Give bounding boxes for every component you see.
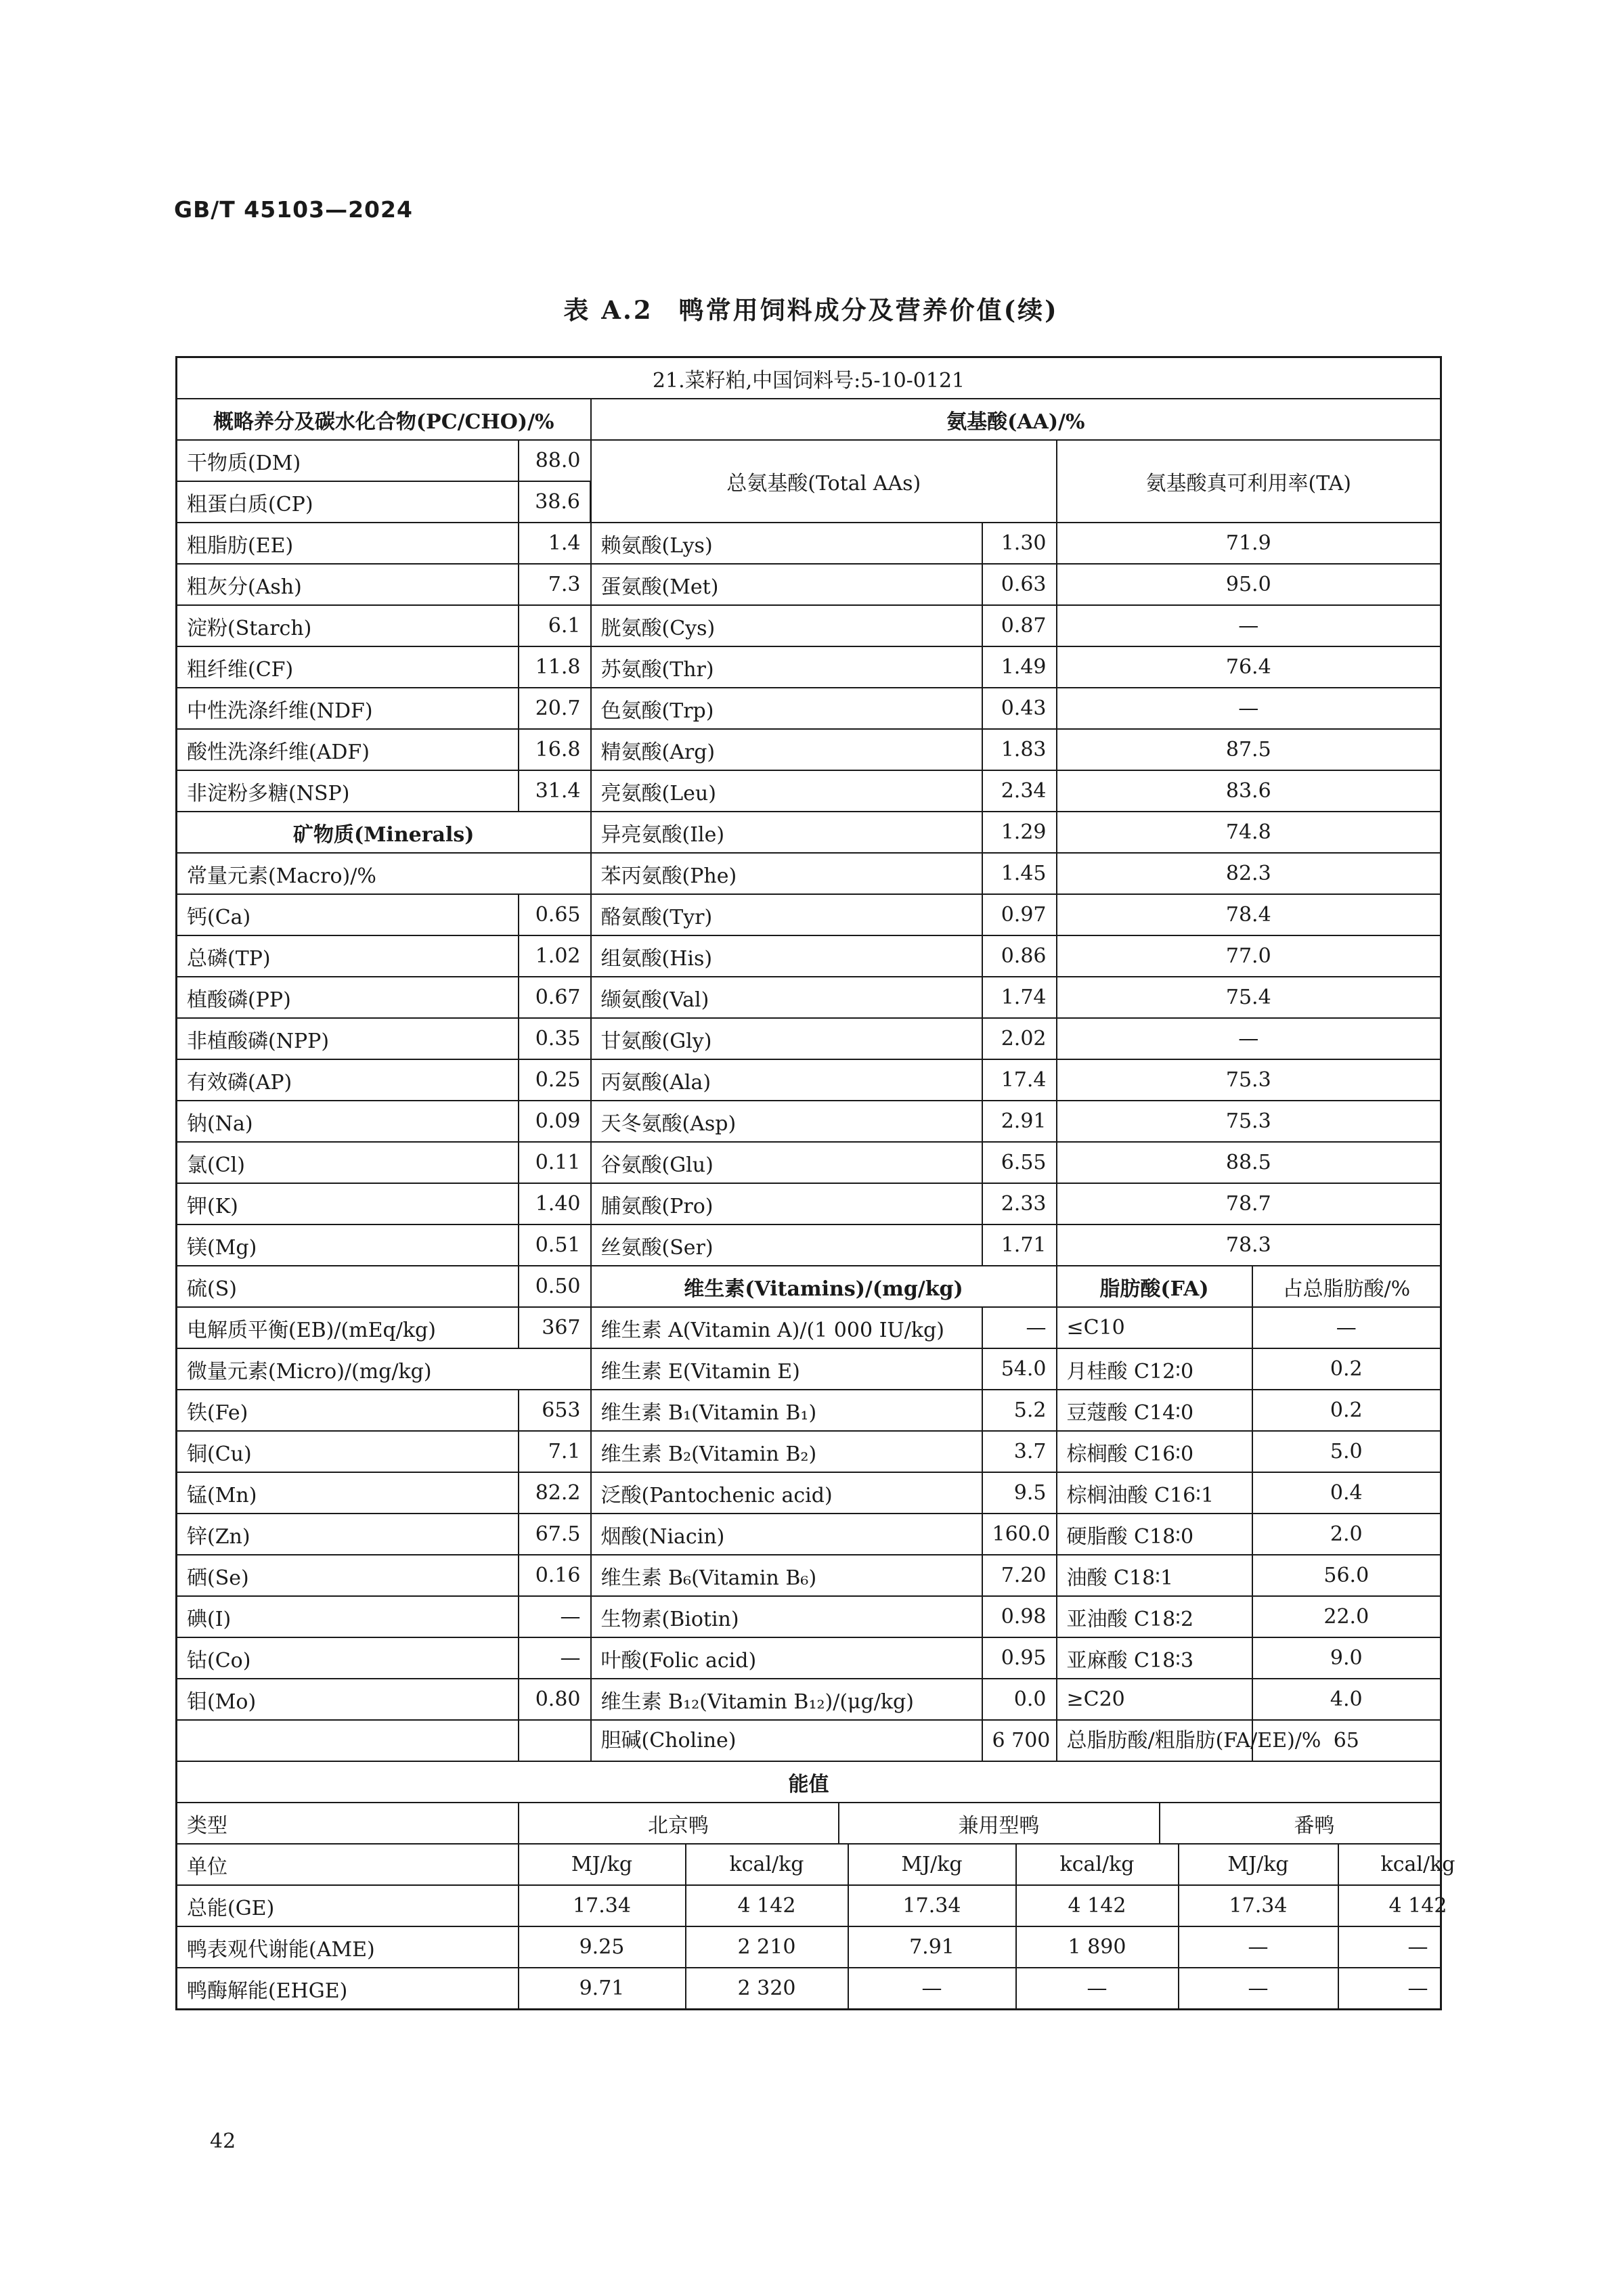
fatty-acid-value: 0.2 [1252, 1348, 1441, 1390]
data-row [177, 1390, 1441, 1431]
energy-unit: kcal/kg [1016, 1845, 1179, 1884]
amino-acid-name: 缬氨酸(Val) [591, 977, 982, 1018]
amino-acid-ta: 75.3 [1057, 1101, 1441, 1142]
nutrient-value: — [519, 1637, 591, 1679]
data-row [177, 1348, 1441, 1390]
energy-inner-row [519, 1886, 1497, 1926]
nutrient-value: 38.6 [519, 481, 591, 523]
energy-type-row [177, 1803, 1441, 1844]
energy-split-cell [519, 1803, 1441, 1844]
amino-acid-name: 亮氨酸(Leu) [591, 770, 982, 812]
energy-value: 4 142 [1338, 1886, 1497, 1926]
energy-value: 4 142 [686, 1886, 848, 1926]
data-row [177, 1431, 1441, 1472]
amino-acid-name: 天冬氨酸(Asp) [591, 1101, 982, 1142]
amino-acid-total: 2.34 [982, 770, 1057, 812]
data-row [177, 853, 1441, 894]
data-row [177, 935, 1441, 977]
data-row [177, 1142, 1441, 1183]
energy-inner-row [519, 1968, 1497, 2008]
fatty-acid-value: 2.0 [1252, 1514, 1441, 1555]
energy-value: — [1179, 1968, 1338, 2008]
amino-acid-total: 2.33 [982, 1183, 1057, 1224]
energy-header: 能值 [177, 1761, 1441, 1803]
nutrient-name: 粗脂肪(EE) [177, 523, 519, 564]
energy-value: — [1338, 1968, 1497, 2008]
data-row [177, 1018, 1441, 1059]
energy-inner-row [519, 1845, 1497, 1884]
energy-value: 17.34 [848, 1886, 1016, 1926]
amino-acid-name: 胱氨酸(Cys) [591, 605, 982, 646]
vitamin-value: 6 700 [982, 1720, 1057, 1761]
fatty-acid-value: 0.4 [1252, 1472, 1441, 1514]
amino-acid-header: 氨基酸(AA)/% [591, 399, 1441, 440]
vitamin-name: 烟酸(Niacin) [591, 1514, 982, 1555]
fatty-acid-value: — [1252, 1307, 1441, 1348]
energy-value: 2 210 [686, 1927, 848, 1967]
energy-unit: kcal/kg [1338, 1845, 1497, 1884]
fatty-acid-header: 脂肪酸(FA) [1057, 1266, 1252, 1307]
fatty-acid-name: 棕榈酸 C16∶0 [1057, 1431, 1252, 1472]
amino-acid-name: 甘氨酸(Gly) [591, 1018, 982, 1059]
fatty-acid-name: 棕榈油酸 C16∶1 [1057, 1472, 1252, 1514]
nutrient-value: 67.5 [519, 1514, 591, 1555]
amino-acid-total: 6.55 [982, 1142, 1057, 1183]
energy-split-cell [519, 1844, 1455, 1885]
vitamin-value: 0.0 [982, 1679, 1057, 1720]
energy-value: 7.91 [848, 1927, 1016, 1967]
nutrient-name: 铁(Fe) [177, 1390, 519, 1431]
nutrient-name: 中性洗涤纤维(NDF) [177, 688, 519, 729]
amino-acid-name: 脯氨酸(Pro) [591, 1183, 982, 1224]
data-row [177, 1059, 1441, 1101]
data-row [177, 523, 1441, 564]
nutrient-name: 植酸磷(PP) [177, 977, 519, 1018]
ta-header: 氨基酸真可利用率(TA) [1057, 440, 1441, 523]
fatty-acid-value: 65 [1252, 1720, 1441, 1761]
energy-row-name: 总能(GE) [177, 1885, 519, 1926]
fatty-acid-pct-header: 占总脂肪酸/% [1252, 1266, 1441, 1307]
energy-unit: MJ/kg [1179, 1845, 1338, 1884]
nutrient-name: 硫(S) [177, 1266, 519, 1307]
fatty-acid-name: 亚麻酸 C18∶3 [1057, 1637, 1252, 1679]
data-row [177, 1183, 1441, 1224]
fatty-acid-name: ≥C20 [1057, 1679, 1252, 1720]
nutrient-value: 20.7 [519, 688, 591, 729]
nutrient-name: 总磷(TP) [177, 935, 519, 977]
vitamin-value: 54.0 [982, 1348, 1057, 1390]
nutrient-name: 粗灰分(Ash) [177, 564, 519, 605]
nutrient-name: 有效磷(AP) [177, 1059, 519, 1101]
data-row [177, 1679, 1441, 1720]
energy-value: — [1016, 1968, 1179, 2008]
data-row [177, 1472, 1441, 1514]
amino-acid-ta: 75.4 [1057, 977, 1441, 1018]
energy-inner-row [519, 1803, 1469, 1843]
energy-value: — [848, 1968, 1016, 2008]
amino-acid-total: 0.63 [982, 564, 1057, 605]
amino-acid-total: 2.02 [982, 1018, 1057, 1059]
amino-acid-ta: — [1057, 688, 1441, 729]
data-row [177, 1224, 1441, 1266]
nutrient-name: 钼(Mo) [177, 1679, 519, 1720]
fatty-acid-value: 22.0 [1252, 1596, 1441, 1637]
energy-inner-table [519, 1927, 1497, 1967]
fatty-acid-value: 0.2 [1252, 1390, 1441, 1431]
amino-acid-total: 2.91 [982, 1101, 1057, 1142]
nutrient-name: 锌(Zn) [177, 1514, 519, 1555]
amino-acid-ta: 83.6 [1057, 770, 1441, 812]
nutrient-value: 653 [519, 1390, 591, 1431]
data-row [177, 1307, 1441, 1348]
nutrient-value: — [519, 1596, 591, 1637]
amino-acid-total: 0.43 [982, 688, 1057, 729]
standard-code: GB/T 45103—2024 [174, 196, 413, 223]
energy-inner-table [519, 1845, 1497, 1884]
energy-value: — [1179, 1927, 1338, 1967]
feed-title-row [177, 357, 1441, 399]
amino-acid-total: 1.45 [982, 853, 1057, 894]
vitamins-header: 维生素(Vitamins)/(mg/kg) [591, 1266, 1057, 1307]
amino-acid-total: 1.74 [982, 977, 1057, 1018]
nutrient-name: 铜(Cu) [177, 1431, 519, 1472]
vitamin-value: 0.95 [982, 1637, 1057, 1679]
nutrient-name: 酸性洗涤纤维(ADF) [177, 729, 519, 770]
empty-cell [519, 1720, 591, 1761]
nutrient-value: 0.51 [519, 1224, 591, 1266]
amino-acid-name: 赖氨酸(Lys) [591, 523, 982, 564]
nutrient-value: 6.1 [519, 605, 591, 646]
amino-acid-ta: 82.3 [1057, 853, 1441, 894]
nutrient-name: 非淀粉多糖(NSP) [177, 770, 519, 812]
amino-acid-ta: 71.9 [1057, 523, 1441, 564]
nutrient-value: 7.3 [519, 564, 591, 605]
feed-composition-table [175, 356, 1455, 2010]
amino-acid-ta: 74.8 [1057, 812, 1441, 853]
table-number: 表 A.2 [563, 295, 653, 325]
amino-acid-name: 异亮氨酸(Ile) [591, 812, 982, 853]
nutrient-name: 钙(Ca) [177, 894, 519, 935]
vitamin-name: 维生素 B₁₂(Vitamin B₁₂)/(μg/kg) [591, 1679, 982, 1720]
energy-inner-table [519, 1968, 1497, 2008]
vitamin-name: 维生素 B₆(Vitamin B₆) [591, 1555, 982, 1596]
energy-header-row [177, 1761, 1441, 1803]
nutrient-name: 镁(Mg) [177, 1224, 519, 1266]
data-row [177, 1637, 1441, 1679]
nutrient-name: 钾(K) [177, 1183, 519, 1224]
energy-split-cell [519, 1885, 1447, 1926]
energy-group: 兼用型鸭 [839, 1803, 1160, 1843]
proximate-header: 概略养分及碳水化合物(PC/CHO)/% [177, 399, 591, 440]
vitamin-name: 叶酸(Folic acid) [591, 1637, 982, 1679]
amino-acid-ta: — [1057, 605, 1441, 646]
amino-acid-total: 17.4 [982, 1059, 1057, 1101]
fatty-acid-value: 5.0 [1252, 1431, 1441, 1472]
nutrient-value: 0.67 [519, 977, 591, 1018]
vitamin-value: 5.2 [982, 1390, 1057, 1431]
data-row [177, 1720, 1441, 1761]
data-row [177, 605, 1441, 646]
energy-value: 1 890 [1016, 1927, 1179, 1967]
amino-acid-name: 丙氨酸(Ala) [591, 1059, 982, 1101]
amino-acid-total: 1.71 [982, 1224, 1057, 1266]
amino-acid-ta: 87.5 [1057, 729, 1441, 770]
vitamin-name: 维生素 B₂(Vitamin B₂) [591, 1431, 982, 1472]
vitamin-name: 泛酸(Pantochenic acid) [591, 1472, 982, 1514]
nutrient-value: 7.1 [519, 1431, 591, 1472]
data-row [177, 646, 1441, 688]
nutrient-name: 氯(Cl) [177, 1142, 519, 1183]
table-title-text: 鸭常用饲料成分及营养价值(续) [678, 295, 1059, 325]
nutrient-value: 0.11 [519, 1142, 591, 1183]
amino-acid-ta: 75.3 [1057, 1059, 1441, 1101]
energy-unit-row [177, 1926, 1441, 1968]
fatty-acid-value: 4.0 [1252, 1679, 1441, 1720]
data-row [177, 1596, 1441, 1637]
amino-acid-name: 组氨酸(His) [591, 935, 982, 977]
energy-value: 2 320 [686, 1968, 848, 2008]
nutrient-value: 0.25 [519, 1059, 591, 1101]
vitamin-value: 9.5 [982, 1472, 1057, 1514]
vitamin-value: — [982, 1307, 1057, 1348]
energy-group: 北京鸭 [648, 1813, 709, 1838]
amino-acid-total: 1.29 [982, 812, 1057, 853]
data-row [177, 1514, 1441, 1555]
energy-split-cell [519, 1968, 1441, 2010]
micro-header: 微量元素(Micro)/(mg/kg) [177, 1348, 591, 1390]
fatty-acid-name: 硬脂酸 C18∶0 [1057, 1514, 1252, 1555]
nutrient-value: 0.16 [519, 1555, 591, 1596]
nutrient-value: 1.4 [519, 523, 591, 564]
energy-value: 17.34 [1179, 1886, 1338, 1926]
data-row [177, 688, 1441, 729]
amino-acid-total: 1.83 [982, 729, 1057, 770]
fatty-acid-name: 油酸 C18∶1 [1057, 1555, 1252, 1596]
amino-acid-name: 丝氨酸(Ser) [591, 1224, 982, 1266]
fatty-acid-name: 月桂酸 C12∶0 [1057, 1348, 1252, 1390]
vitamin-value: 3.7 [982, 1431, 1057, 1472]
amino-acid-ta: 76.4 [1057, 646, 1441, 688]
fatty-acid-value: 9.0 [1252, 1637, 1441, 1679]
fatty-acid-value: 56.0 [1252, 1555, 1441, 1596]
amino-acid-name: 苯丙氨酸(Phe) [591, 853, 982, 894]
amino-acid-name: 酪氨酸(Tyr) [591, 894, 982, 935]
nutrient-name: 钠(Na) [177, 1101, 519, 1142]
amino-acid-total: 1.30 [982, 523, 1057, 564]
energy-group: 番鸭 [1160, 1803, 1469, 1843]
nutrient-value: 367 [519, 1307, 591, 1348]
amino-acid-ta: 77.0 [1057, 935, 1441, 977]
total-aa-header: 总氨基酸(Total AAs) [591, 440, 1057, 523]
amino-acid-total: 0.86 [982, 935, 1057, 977]
amino-acid-ta: 95.0 [1057, 564, 1441, 605]
amino-acid-ta: 78.7 [1057, 1183, 1441, 1224]
vitamin-name: 维生素 B₁(Vitamin B₁) [591, 1390, 982, 1431]
energy-row-name: 鸭酶解能(EHGE) [177, 1968, 519, 2010]
vitamin-value: 160.0 [982, 1514, 1057, 1555]
nutrient-value: 0.65 [519, 894, 591, 935]
energy-value: 17.34 [573, 1894, 631, 1918]
amino-acid-name: 苏氨酸(Thr) [591, 646, 982, 688]
data-row [177, 770, 1441, 812]
data-row [177, 977, 1441, 1018]
nutrient-value: 16.8 [519, 729, 591, 770]
nutrient-value: 11.8 [519, 646, 591, 688]
page-number: 42 [210, 2129, 236, 2153]
nutrient-name: 电解质平衡(EB)/(mEq/kg) [177, 1307, 519, 1348]
amino-acid-total: 1.49 [982, 646, 1057, 688]
energy-unit: MJ/kg [848, 1845, 1016, 1884]
fatty-acid-name: 亚油酸 C18∶2 [1057, 1596, 1252, 1637]
amino-acid-total: 0.87 [982, 605, 1057, 646]
table-title [0, 290, 1622, 326]
energy-unit: MJ/kg [571, 1853, 633, 1876]
nutrient-value: 1.40 [519, 1183, 591, 1224]
fatty-acid-name: 豆蔻酸 C14∶0 [1057, 1390, 1252, 1431]
nutrient-name: 非植酸磷(NPP) [177, 1018, 519, 1059]
energy-value: — [1338, 1927, 1497, 1967]
section-header-row [177, 399, 1441, 440]
amino-acid-ta: 88.5 [1057, 1142, 1441, 1183]
vitamin-name: 维生素 A(Vitamin A)/(1 000 IU/kg) [591, 1307, 982, 1348]
nutrient-value: 88.0 [519, 440, 591, 481]
vitamin-name: 维生素 E(Vitamin E) [591, 1348, 982, 1390]
nutrient-value: 0.50 [519, 1266, 591, 1307]
amino-acid-name: 谷氨酸(Glu) [591, 1142, 982, 1183]
amino-acid-total: 0.97 [982, 894, 1057, 935]
macro-header: 常量元素(Macro)/% [177, 853, 591, 894]
energy-value: 9.25 [579, 1935, 625, 1959]
energy-inner-table [519, 1886, 1497, 1926]
vitamin-value: 0.98 [982, 1596, 1057, 1637]
energy-inner-row [519, 1927, 1497, 1967]
vitamin-name: 生物素(Biotin) [591, 1596, 982, 1637]
amino-acid-name: 色氨酸(Trp) [591, 688, 982, 729]
data-row [177, 812, 1441, 853]
nutrient-name: 碘(I) [177, 1596, 519, 1637]
nutrient-name: 干物质(DM) [177, 440, 519, 481]
empty-cell [177, 1720, 519, 1761]
nutrient-value: 82.2 [519, 1472, 591, 1514]
amino-acid-ta: — [1057, 1018, 1441, 1059]
vitamin-name: 胆碱(Choline) [591, 1720, 982, 1761]
data-row [177, 440, 1441, 481]
amino-acid-ta: 78.3 [1057, 1224, 1441, 1266]
fatty-acid-name: 总脂肪酸/粗脂肪(FA/EE)/% [1057, 1720, 1252, 1761]
fatty-acid-name: ≤C10 [1057, 1307, 1252, 1348]
nutrient-value: 0.09 [519, 1101, 591, 1142]
table-body [177, 357, 1455, 2010]
nutrient-value: 1.02 [519, 935, 591, 977]
nutrient-name: 粗蛋白质(CP) [177, 481, 519, 523]
energy-unit-label: 单位 [177, 1844, 519, 1885]
nutrient-name: 淀粉(Starch) [177, 605, 519, 646]
energy-unit-row [177, 1844, 1441, 1885]
energy-value: 4 142 [1016, 1886, 1179, 1926]
data-row [177, 1266, 1441, 1307]
energy-value: 9.71 [579, 1977, 625, 2000]
energy-unit-row [177, 1968, 1441, 2010]
nutrient-name: 锰(Mn) [177, 1472, 519, 1514]
nutrient-name: 硒(Se) [177, 1555, 519, 1596]
nutrient-value: 0.80 [519, 1679, 591, 1720]
nutrient-value: 31.4 [519, 770, 591, 812]
data-row [177, 1101, 1441, 1142]
data-row [177, 729, 1441, 770]
amino-acid-ta: 78.4 [1057, 894, 1441, 935]
energy-unit: kcal/kg [686, 1845, 848, 1884]
energy-unit-row [177, 1885, 1441, 1926]
amino-acid-name: 蛋氨酸(Met) [591, 564, 982, 605]
energy-inner-table [519, 1803, 1469, 1843]
data-row [177, 894, 1441, 935]
amino-acid-name: 精氨酸(Arg) [591, 729, 982, 770]
energy-type-label: 类型 [177, 1803, 519, 1844]
feed-title: 21.菜籽粕,中国饲料号:5-10-0121 [177, 357, 1441, 399]
nutrient-value: 0.35 [519, 1018, 591, 1059]
vitamin-value: 7.20 [982, 1555, 1057, 1596]
minerals-header: 矿物质(Minerals) [177, 812, 591, 853]
data-row [177, 1555, 1441, 1596]
data-row [177, 564, 1441, 605]
nutrient-name: 钴(Co) [177, 1637, 519, 1679]
energy-split-cell [519, 1926, 1441, 1968]
energy-row-name: 鸭表观代谢能(AME) [177, 1926, 519, 1968]
nutrient-name: 粗纤维(CF) [177, 646, 519, 688]
